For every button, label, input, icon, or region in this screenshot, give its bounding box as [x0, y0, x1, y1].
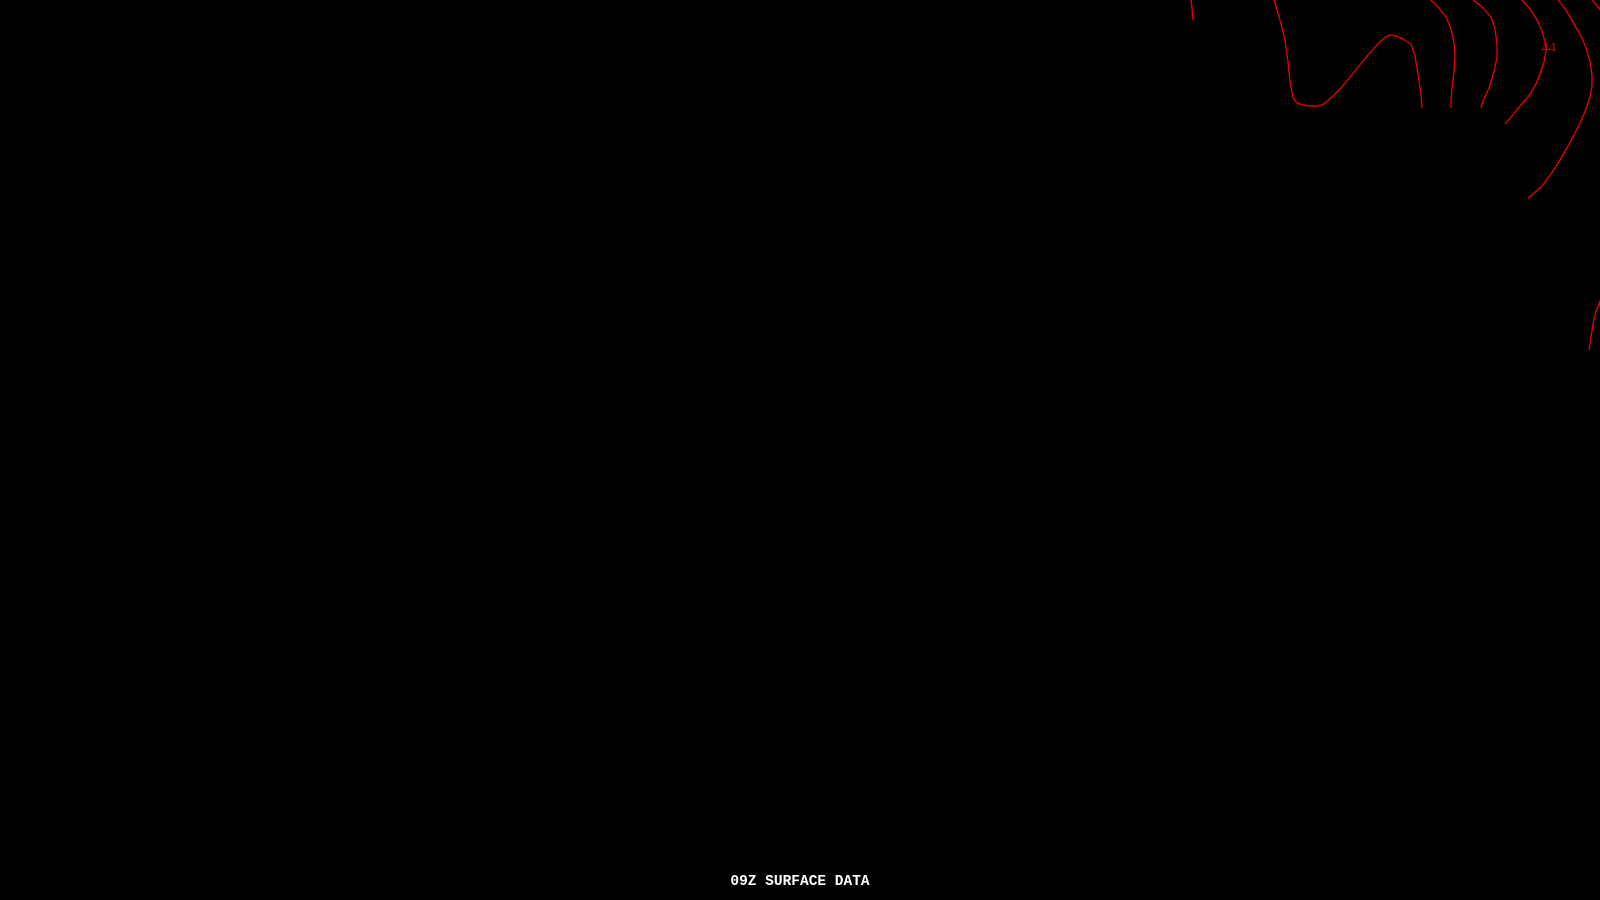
contour-line-fan-3	[1528, 0, 1592, 198]
contour-line-44	[1505, 0, 1546, 124]
contour-segment-top-left	[1191, 0, 1193, 20]
contour-line-fan-1	[1431, 0, 1455, 108]
isotherm-contours	[1191, 0, 1600, 350]
contour-segment-right-edge	[1589, 299, 1600, 350]
contour-line-valley-peak	[1274, 0, 1422, 108]
contour-line-fan-2	[1473, 0, 1497, 108]
map-caption: 09Z SURFACE DATA	[730, 874, 870, 890]
contour-segment-corner	[1592, 0, 1600, 12]
contour-value-label: 44	[1541, 40, 1556, 56]
